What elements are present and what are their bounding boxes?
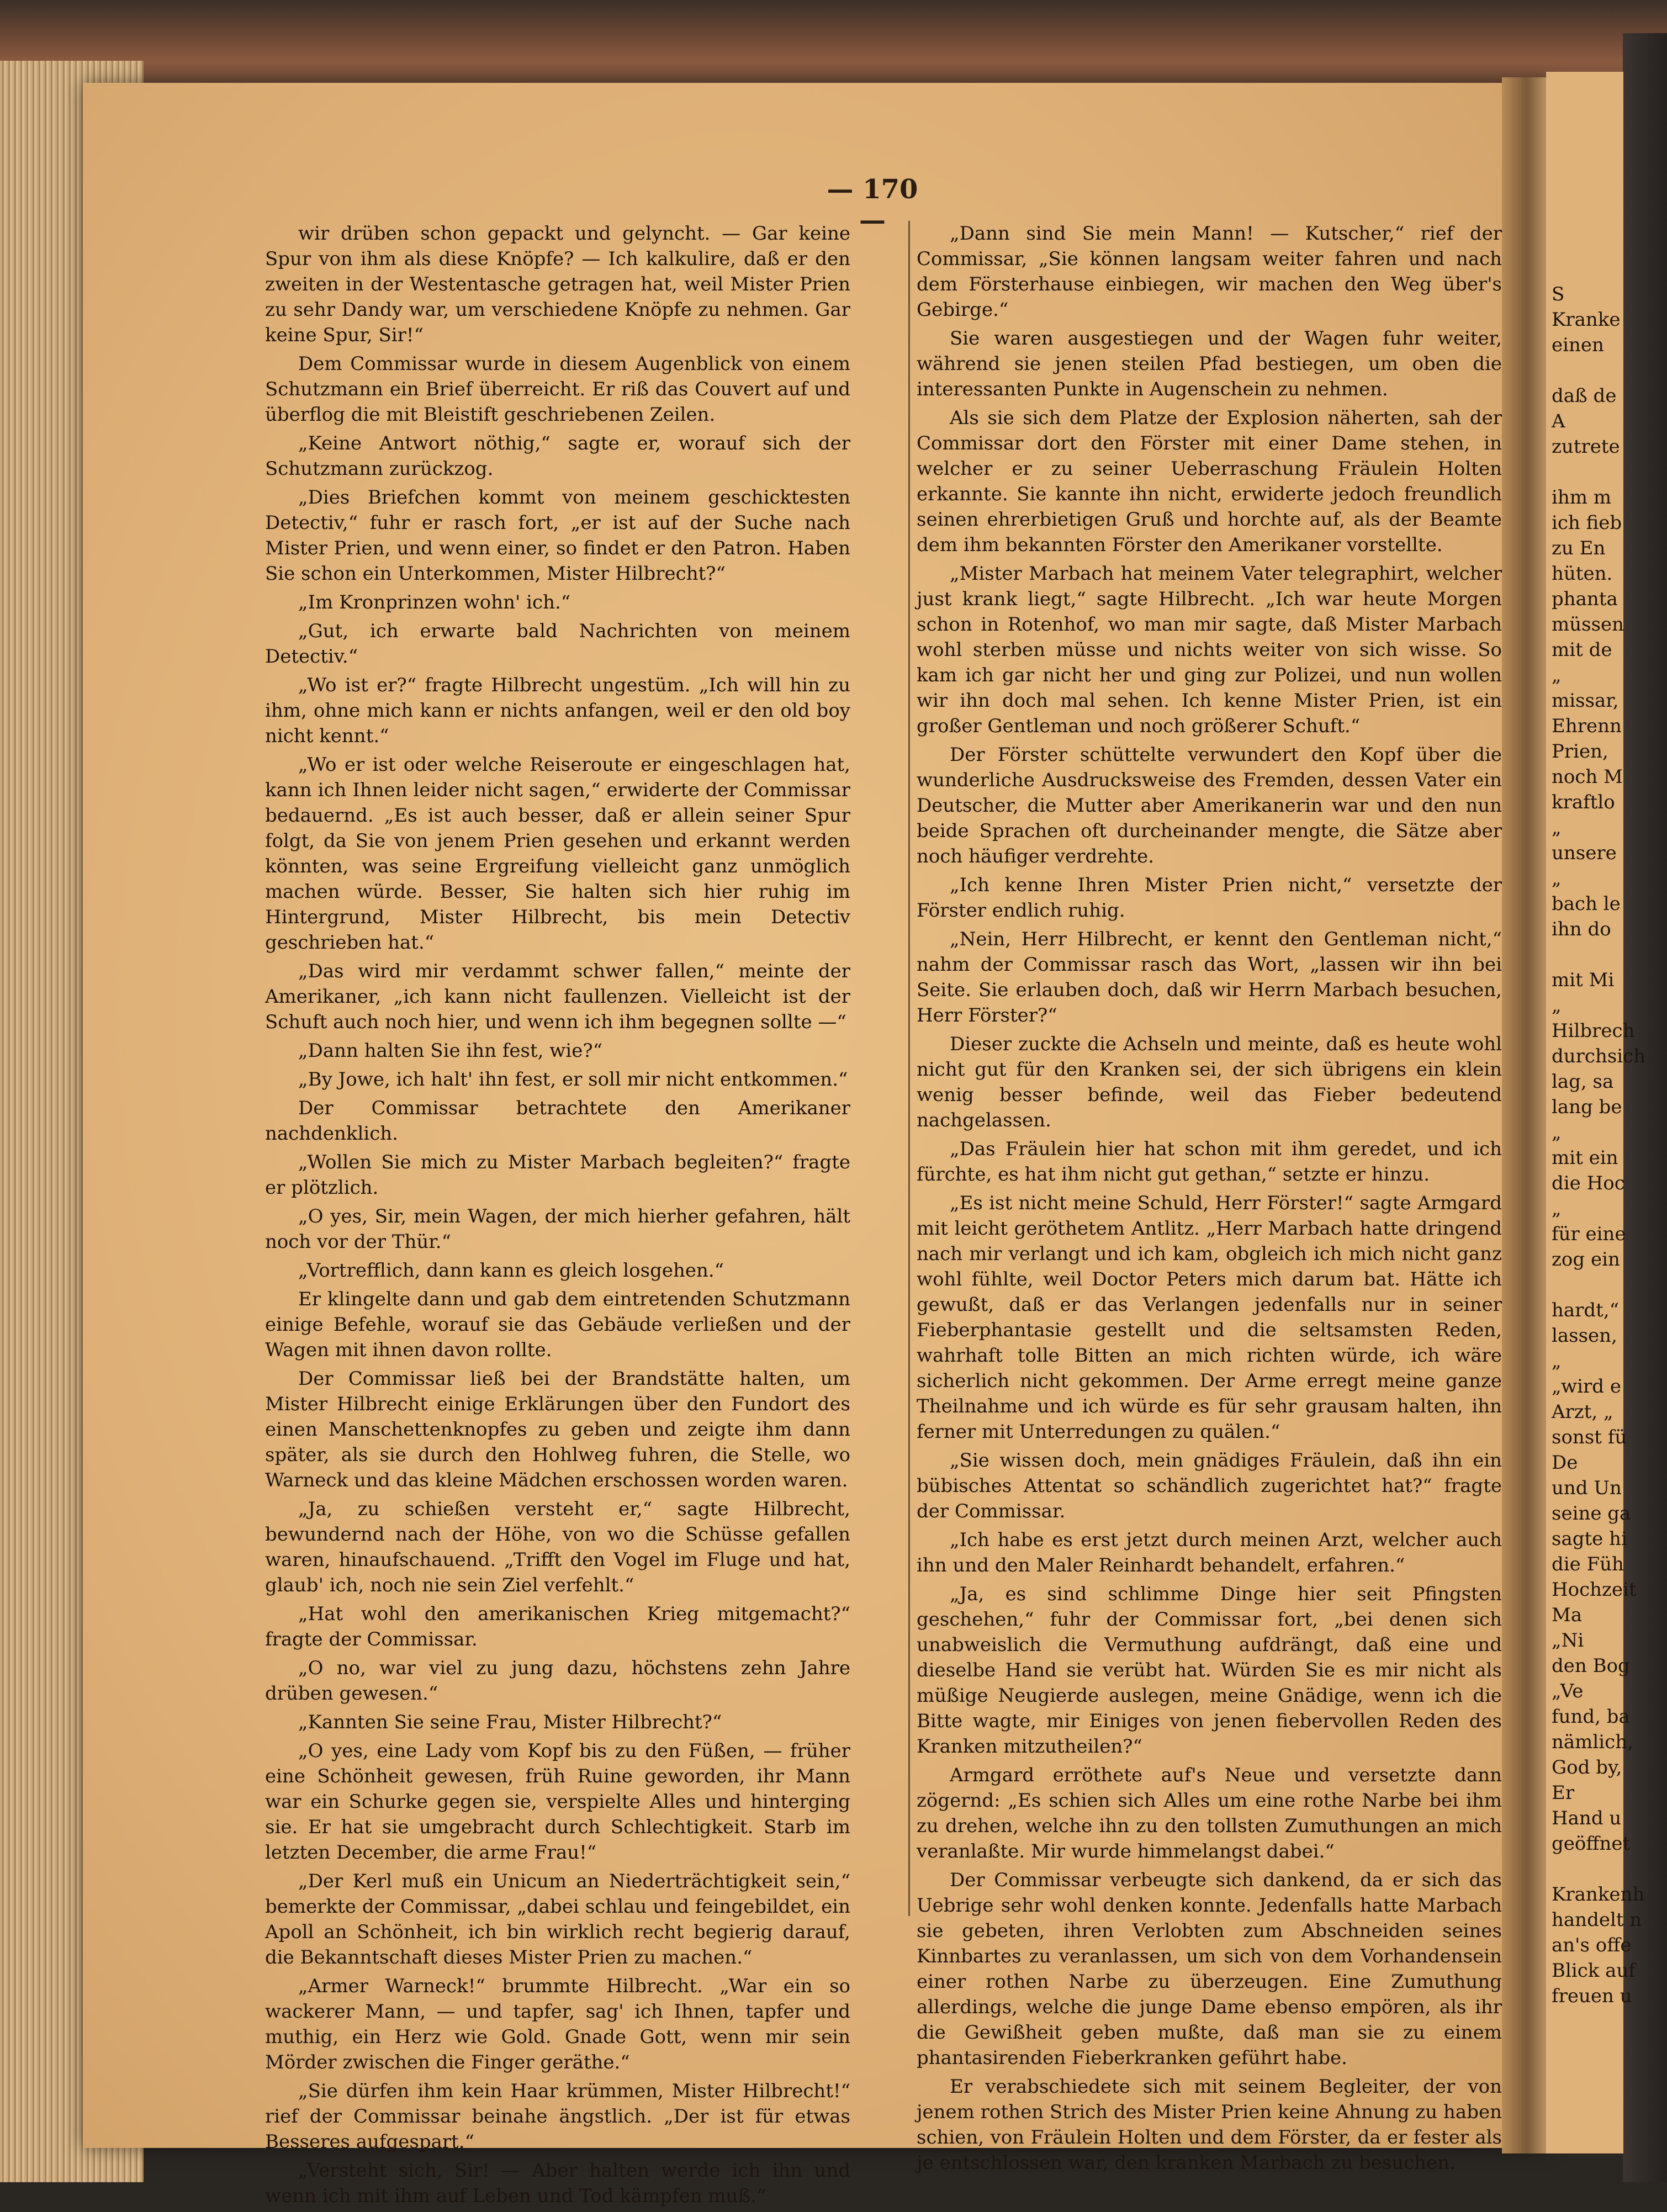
next-page-line: Ehrenn: [1552, 715, 1622, 737]
next-page-line: an's offe: [1552, 1934, 1632, 1956]
next-page-line: sonst fü: [1552, 1426, 1627, 1448]
next-page-line: lang be: [1552, 1096, 1622, 1118]
next-page-line: Hilbrech: [1552, 1020, 1635, 1042]
right-column: [917, 221, 1502, 2179]
next-page-line: „: [1552, 1350, 1562, 1372]
paragraph: Armgard erröthete auf's Neue und versetzte dann zögernd: „Es schien sich Alles um eine rothe Narbe bei ihm zu drehen, welche ihn zu den tollsten Zumuthungen an mich veranlaßte. Mir wurde himmelangst dabei.“: [917, 1764, 1502, 1862]
next-page-line: geöffnet: [1552, 1833, 1631, 1855]
next-page-line: sagte hi: [1552, 1528, 1627, 1550]
next-page-line: daß de: [1552, 385, 1617, 407]
paragraph: „Sie dürfen ihm kein Haar krümmen, Mister Hilbrecht!“ rief der Commissar beinahe ängstlich. „Der ist für etwas Besseres aufgespart.“: [265, 2080, 850, 2153]
paragraph: wir drüben schon gepackt und gelyncht. — Gar keine Spur von ihm als diese Knöpfe? — Ich kalkulire, daß er den zweiten in der Westentasche getragen hat, weil Mister Prien zu sehr Dandy war, um verschiedene Knöpfe zu nehmen. Gar keine Spur, Sir!“: [265, 223, 850, 346]
paragraph: „Wo ist er?“ fragte Hilbrecht ungestüm. „Ich will hin zu ihm, ohne mich kann er nichts anfangen, weil er den old boy nicht kennt.“: [265, 674, 850, 747]
next-page-line: fund, ba: [1552, 1706, 1630, 1728]
next-page-line: S: [1552, 283, 1565, 305]
column-divider: [908, 221, 910, 1916]
next-page-line: [1546, 1856, 1645, 1882]
paragraph: „Im Kronprinzen wohn' ich.“: [298, 591, 571, 613]
next-page-line: [1546, 358, 1645, 383]
next-page-line: hüten.: [1552, 563, 1613, 585]
paragraph: Dem Commissar wurde in diesem Augenblick von einem Schutzmann ein Brief überreicht. Er riß das Couvert auf und überflog die mit Bleistift geschriebenen Zeilen.: [265, 353, 850, 426]
next-page-line: [1546, 1272, 1645, 1298]
next-page-line: für eine: [1552, 1223, 1626, 1245]
paragraph: „Versteht sich, Sir! — Aber halten werde ich ihn und wenn ich mit ihm auf Leben und Tod kämpfen muß.“: [265, 2160, 850, 2207]
next-page-line: und Un: [1552, 1477, 1622, 1499]
paragraph: „O yes, eine Lady vom Kopf bis zu den Füßen, — früher eine Schönheit gewesen, früh Ruine geworden, ihr Mann war ein Schurke gegen sie, verspielte Alles und hinterging sie. Er hat sie umgebracht durch Schlechtigkeit. Starb im letzten December, die arme Frau!“: [265, 1740, 850, 1864]
next-page-line: nämlich,: [1552, 1731, 1633, 1753]
paragraph: Dieser zuckte die Achseln und meinte, daß es heute wohl nicht gut für den Kranken sei, der sich übrigens ein klein wenig besser befinde, weil das Fieber bedeutend nachgelassen.: [917, 1033, 1502, 1131]
paragraph: „Keine Antwort nöthig,“ sagte er, worauf sich der Schutzmann zurückzog.: [265, 432, 850, 480]
paragraph: „Dann sind Sie mein Mann! — Kutscher,“ rief der Commissar, „Sie können langsam weiter fahren und nach dem Försterhause einbiegen, wir machen den Weg über's Gebirge.“: [917, 223, 1502, 321]
paragraph: „Hat wohl den amerikanischen Krieg mitgemacht?“ fragte der Commissar.: [265, 1603, 850, 1650]
next-page-line: Kranke: [1552, 309, 1621, 331]
next-page-line: Krankenh: [1552, 1883, 1645, 1906]
next-page-line: ihn do: [1552, 918, 1611, 940]
next-page-line: Arzt, „: [1552, 1401, 1613, 1423]
left-column: [265, 221, 850, 2212]
next-page-line: A: [1552, 410, 1565, 432]
paragraph: „Der Kerl muß ein Unicum an Niederträchtigkeit sein,“ bemerkte der Commissar, „dabei schlau und feingebildet, ein Apoll an Schönheit, ich bin wirklich recht begierig darauf, die Bekanntschaft dieses Mister Prien zu machen.“: [265, 1870, 850, 1968]
next-page-line: ihm m: [1552, 486, 1612, 509]
next-page-line: freuen u: [1552, 1985, 1632, 2007]
paragraph: Als sie sich dem Platze der Explosion näherten, sah der Commissar dort den Förster mit einer Dame stehen, in welcher er zu seiner Ueberraschung Fräulein Holten erkannte. Sie kannte ihn nicht, erwiderte jedoch freundlich seinen ehrerbietigen Gruß und horchte auf, als der Beamte dem ihm bekannten Förster den Amerikaner vorstellte.: [917, 407, 1502, 556]
paragraph: „Es ist nicht meine Schuld, Herr Förster!“ sagte Armgard mit leicht geröthetem Antlitz. „Herr Marbach hatte dringend nach mir verlangt und ich kam, obgleich ich mich nicht ganz wohl fühlte, weil Doctor Peters mich darum bat. Hätte ich gewußt, daß er das Verlangen jedenfalls nur in seiner Fieberphantasie gestellt und die seltsamsten Reden, wahrhaft tolle Bitten an mich richten würde, ich wäre sicherlich nicht gekommen. Der Arme erregt meine ganze Theilnahme und ich würde es für sehr grausam halten, ihn ferner mit Unterredungen zu quälen.“: [917, 1192, 1502, 1443]
paragraph: Der Commissar verbeugte sich dankend, da er sich das Uebrige sehr wohl denken konnte. Jedenfalls hatte Marbach sie gebeten, ihren Verlobten zum Abschneiden seines Kinnbartes zu veranlassen, um sich von dem Vorhandensein einer rothen Narbe zu überzeugen. Eine Zumuthung allerdings, welche die junge Dame ebenso empören, als ihr die Gewißheit geben mußte, daß man sie zu einem phantasirenden Fieberkranken geführt habe.: [917, 1869, 1502, 2069]
next-page-line: bach le: [1552, 893, 1621, 915]
paragraph: „Wollen Sie mich zu Mister Marbach begleiten?“ fragte er plötzlich.: [265, 1151, 850, 1199]
next-page-line: mit Mi: [1552, 969, 1615, 991]
paragraph: Der Commissar betrachtete den Amerikaner nachdenklich.: [265, 1097, 850, 1145]
paragraph: „Sie wissen doch, mein gnädiges Fräulein, daß ihn ein bübisches Attentat so schändlich zugerichtet hat?“ fragte der Commissar.: [917, 1449, 1502, 1522]
next-page-line: lag, sa: [1552, 1071, 1614, 1093]
next-page-fragment: [1546, 72, 1646, 2153]
next-page-line: „: [1552, 867, 1562, 890]
paragraph: Der Commissar ließ bei der Brandstätte halten, um Mister Hilbrecht einige Erklärungen über den Fundort des einen Manschettenknopfes zu geben und zeigte ihm dann später, als sie durch den Hohlweg fuhren, die Stelle, wo Warneck und das kleine Mädchen erschossen worden waren.: [265, 1368, 850, 1491]
book-gutter: [1502, 77, 1552, 2153]
next-page-line: die Hoc: [1552, 1172, 1625, 1194]
paragraph: „Ich habe es erst jetzt durch meinen Arzt, welcher auch ihn und den Maler Reinhardt behandelt, erfahren.“: [917, 1529, 1502, 1576]
paragraph: „Dies Briefchen kommt von meinem geschicktesten Detectiv,“ fuhr er rasch fort, „er ist auf der Suche nach Mister Prien, und wenn einer, so findet er den Patron. Haben Sie schon ein Unterkommen, Mister Hilbrecht?“: [265, 486, 850, 585]
next-page-line: einen: [1552, 334, 1604, 356]
paragraph: „O no, war viel zu jung dazu, höchstens zehn Jahre drüben gewesen.“: [265, 1657, 850, 1705]
next-page-line: „: [1552, 817, 1562, 839]
paragraph: „By Jowe, ich halt' ihn fest, er soll mir nicht entkommen.“: [298, 1068, 848, 1091]
next-page-line: [1546, 942, 1645, 967]
next-page-line: Ma: [1552, 1604, 1583, 1626]
paragraph: „Mister Marbach hat meinem Vater telegraphirt, welcher just krank liegt,“ sagte Hilbrecht. „Ich war heute Morgen schon in Rotenhof, wo man mir sagte, daß Mister Marbach wohl sterben müsse und nichts weiter von sich wisse. So kam ich gar nicht her und ging zur Polizei, und nun wollen wir ihn doch mal sehen. Ich kenne Mister Prien, ist ein großer Gentleman und noch größerer Schuft.“: [917, 563, 1502, 737]
paragraph: „Das wird mir verdammt schwer fallen,“ meinte der Amerikaner, „ich kann nicht faullenzen. Vielleicht ist der Schuft auch noch hier, und wenn ich ihm begegnen sollte —“: [265, 960, 850, 1033]
paragraph: Er verabschiedete sich mit seinem Begleiter, der von jenem rothen Strich des Mister Prien keine Ahnung zu haben schien, von Fräulein Holten und dem Förster, da er fester als je entschlossen war, den kranken Marbach zu besuchen.: [917, 2076, 1502, 2174]
paragraph: „Dann halten Sie ihn fest, wie?“: [298, 1040, 602, 1062]
next-page-line: phanta: [1552, 588, 1618, 610]
next-page-line: durchsich: [1552, 1045, 1646, 1067]
next-page-line: „Ni: [1552, 1629, 1584, 1652]
paragraph: „Ja, zu schießen versteht er,“ sagte Hilbrecht, bewundernd nach der Höhe, von wo die Schüsse gefallen waren, hinaufschauend. „Trifft den Vogel im Fluge und hat, glaub' ich, noch nie sein Ziel verfehlt.“: [265, 1498, 850, 1596]
next-page-line: handelt n: [1552, 1909, 1642, 1931]
next-page-line: Er: [1552, 1782, 1575, 1804]
paragraph: „Ich kenne Ihren Mister Prien nicht,“ versetzte der Förster endlich ruhig.: [917, 874, 1502, 922]
next-page-line: mit ein: [1552, 1147, 1618, 1169]
next-page-line: Hochzeit: [1552, 1579, 1637, 1601]
next-page-line: Blick auf: [1552, 1960, 1636, 1982]
book-cover-top: [0, 0, 1667, 88]
next-page-line: zog ein: [1552, 1248, 1620, 1271]
paragraph: Er klingelte dann und gab dem eintretenden Schutzmann einige Befehle, worauf sie das Gebäude verließen und der Wagen mit ihnen davon rollte.: [265, 1288, 850, 1361]
next-page-line: noch M: [1552, 766, 1623, 788]
paragraph: „Vortrefflich, dann kann es gleich losgehen.“: [298, 1260, 724, 1282]
next-page-line: ich fieb: [1552, 512, 1622, 534]
next-page-line: zutrete: [1552, 436, 1620, 458]
next-page-line: „: [1552, 664, 1562, 686]
paragraph: „Kannten Sie seine Frau, Mister Hilbrecht?“: [298, 1711, 722, 1733]
next-page-line: die Füh: [1552, 1553, 1624, 1575]
next-page-line: „: [1552, 1121, 1562, 1144]
next-page-line: mit de: [1552, 639, 1612, 661]
paragraph: „O yes, Sir, mein Wagen, der mich hierher gefahren, hält noch vor der Thür.“: [265, 1205, 850, 1253]
paragraph: Der Förster schüttelte verwundert den Kopf über die wunderliche Ausdrucksweise des Fremden, dessen Vater ein Deutscher, die Mutter aber Amerikanerin war und den nun beide Sprachen oft durcheinander mengte, die Sätze aber noch häufiger verdrehte.: [917, 744, 1502, 867]
next-page-line: den Bog: [1552, 1655, 1630, 1677]
next-page-line: De: [1552, 1452, 1578, 1474]
paragraph: „Wo er ist oder welche Reiseroute er eingeschlagen hat, kann ich Ihnen leider nicht sagen,“ erwiderte der Commissar bedauernd. „Es ist auch besser, daß er allein seiner Spur folgt, da Sie von jenem Prien gesehen und erkannt werden könnten, was seine Ergreifung vielleicht ganz unmöglich machen würde. Besser, Sie halten sich hier ruhig im Hintergrund, Mister Hilbrecht, bis mein Detectiv geschrieben hat.“: [265, 754, 850, 954]
next-page-line: zu En: [1552, 537, 1606, 559]
next-page-line: missar,: [1552, 690, 1619, 712]
next-page-line: unsere: [1552, 842, 1617, 864]
next-page-line: [1546, 459, 1645, 485]
paragraph: „Gut, ich erwarte bald Nachrichten von meinem Detectiv.“: [265, 620, 850, 668]
next-page-line: seine ga: [1552, 1502, 1631, 1525]
next-page-line: „wird e: [1552, 1375, 1621, 1398]
next-page-line: lassen,: [1552, 1325, 1617, 1347]
next-page-line: Prien,: [1552, 740, 1608, 763]
paragraph: „Armer Warneck!“ brummte Hilbrecht. „War ein so wackerer Mann, — und tapfer, sag' ich Ihnen, tapfer und muthig, ein Herz wie Gold. Gnade Gott, wenn mir sein Mörder zwischen die Finger geräthe.“: [265, 1975, 850, 2073]
paragraph: „Nein, Herr Hilbrecht, er kennt den Gentleman nicht,“ nahm der Commissar rasch das Wort, „lassen wir ihn bei Seite. Sie erlauben doch, daß wir Herrn Marbach besuchen, Herr Förster?“: [917, 928, 1502, 1026]
next-page-line: müssen: [1552, 613, 1624, 636]
paragraph: „Das Fräulein hier hat schon mit ihm geredet, und ich fürchte, es hat ihm nicht gut gethan,“ setzte er hinzu.: [917, 1138, 1502, 1186]
page-number: — 170 —: [827, 174, 918, 236]
next-page-line: kraftlo: [1552, 791, 1615, 813]
next-page-line: hardt,“: [1552, 1299, 1620, 1321]
paragraph: Sie waren ausgestiegen und der Wagen fuhr weiter, während sie jenen steilen Pfad bestiegen, um oben die interessanten Punkte in Augenschein zu nehmen.: [917, 327, 1502, 400]
next-page-line: God by,: [1552, 1756, 1622, 1779]
next-page-line: „: [1552, 994, 1562, 1017]
next-page-line: Hand u: [1552, 1807, 1622, 1829]
next-page-line: „Ve: [1552, 1680, 1584, 1702]
paragraph: „Ja, es sind schlimme Dinge hier seit Pfingsten geschehen,“ fuhr der Commissar fort, „bei denen sich unabweislich die Vermuthung aufdrängt, daß eine und dieselbe Hand sie verübt hat. Würden Sie es mir nicht als müßige Neugierde auslegen, meine Gnädige, wenn ich die Bitte wagte, mir Einiges von jenen fiebervollen Reden des Kranken mitzutheilen?“: [917, 1583, 1502, 1758]
next-page-column: [1546, 282, 1645, 2009]
next-page-line: „: [1552, 1198, 1562, 1220]
